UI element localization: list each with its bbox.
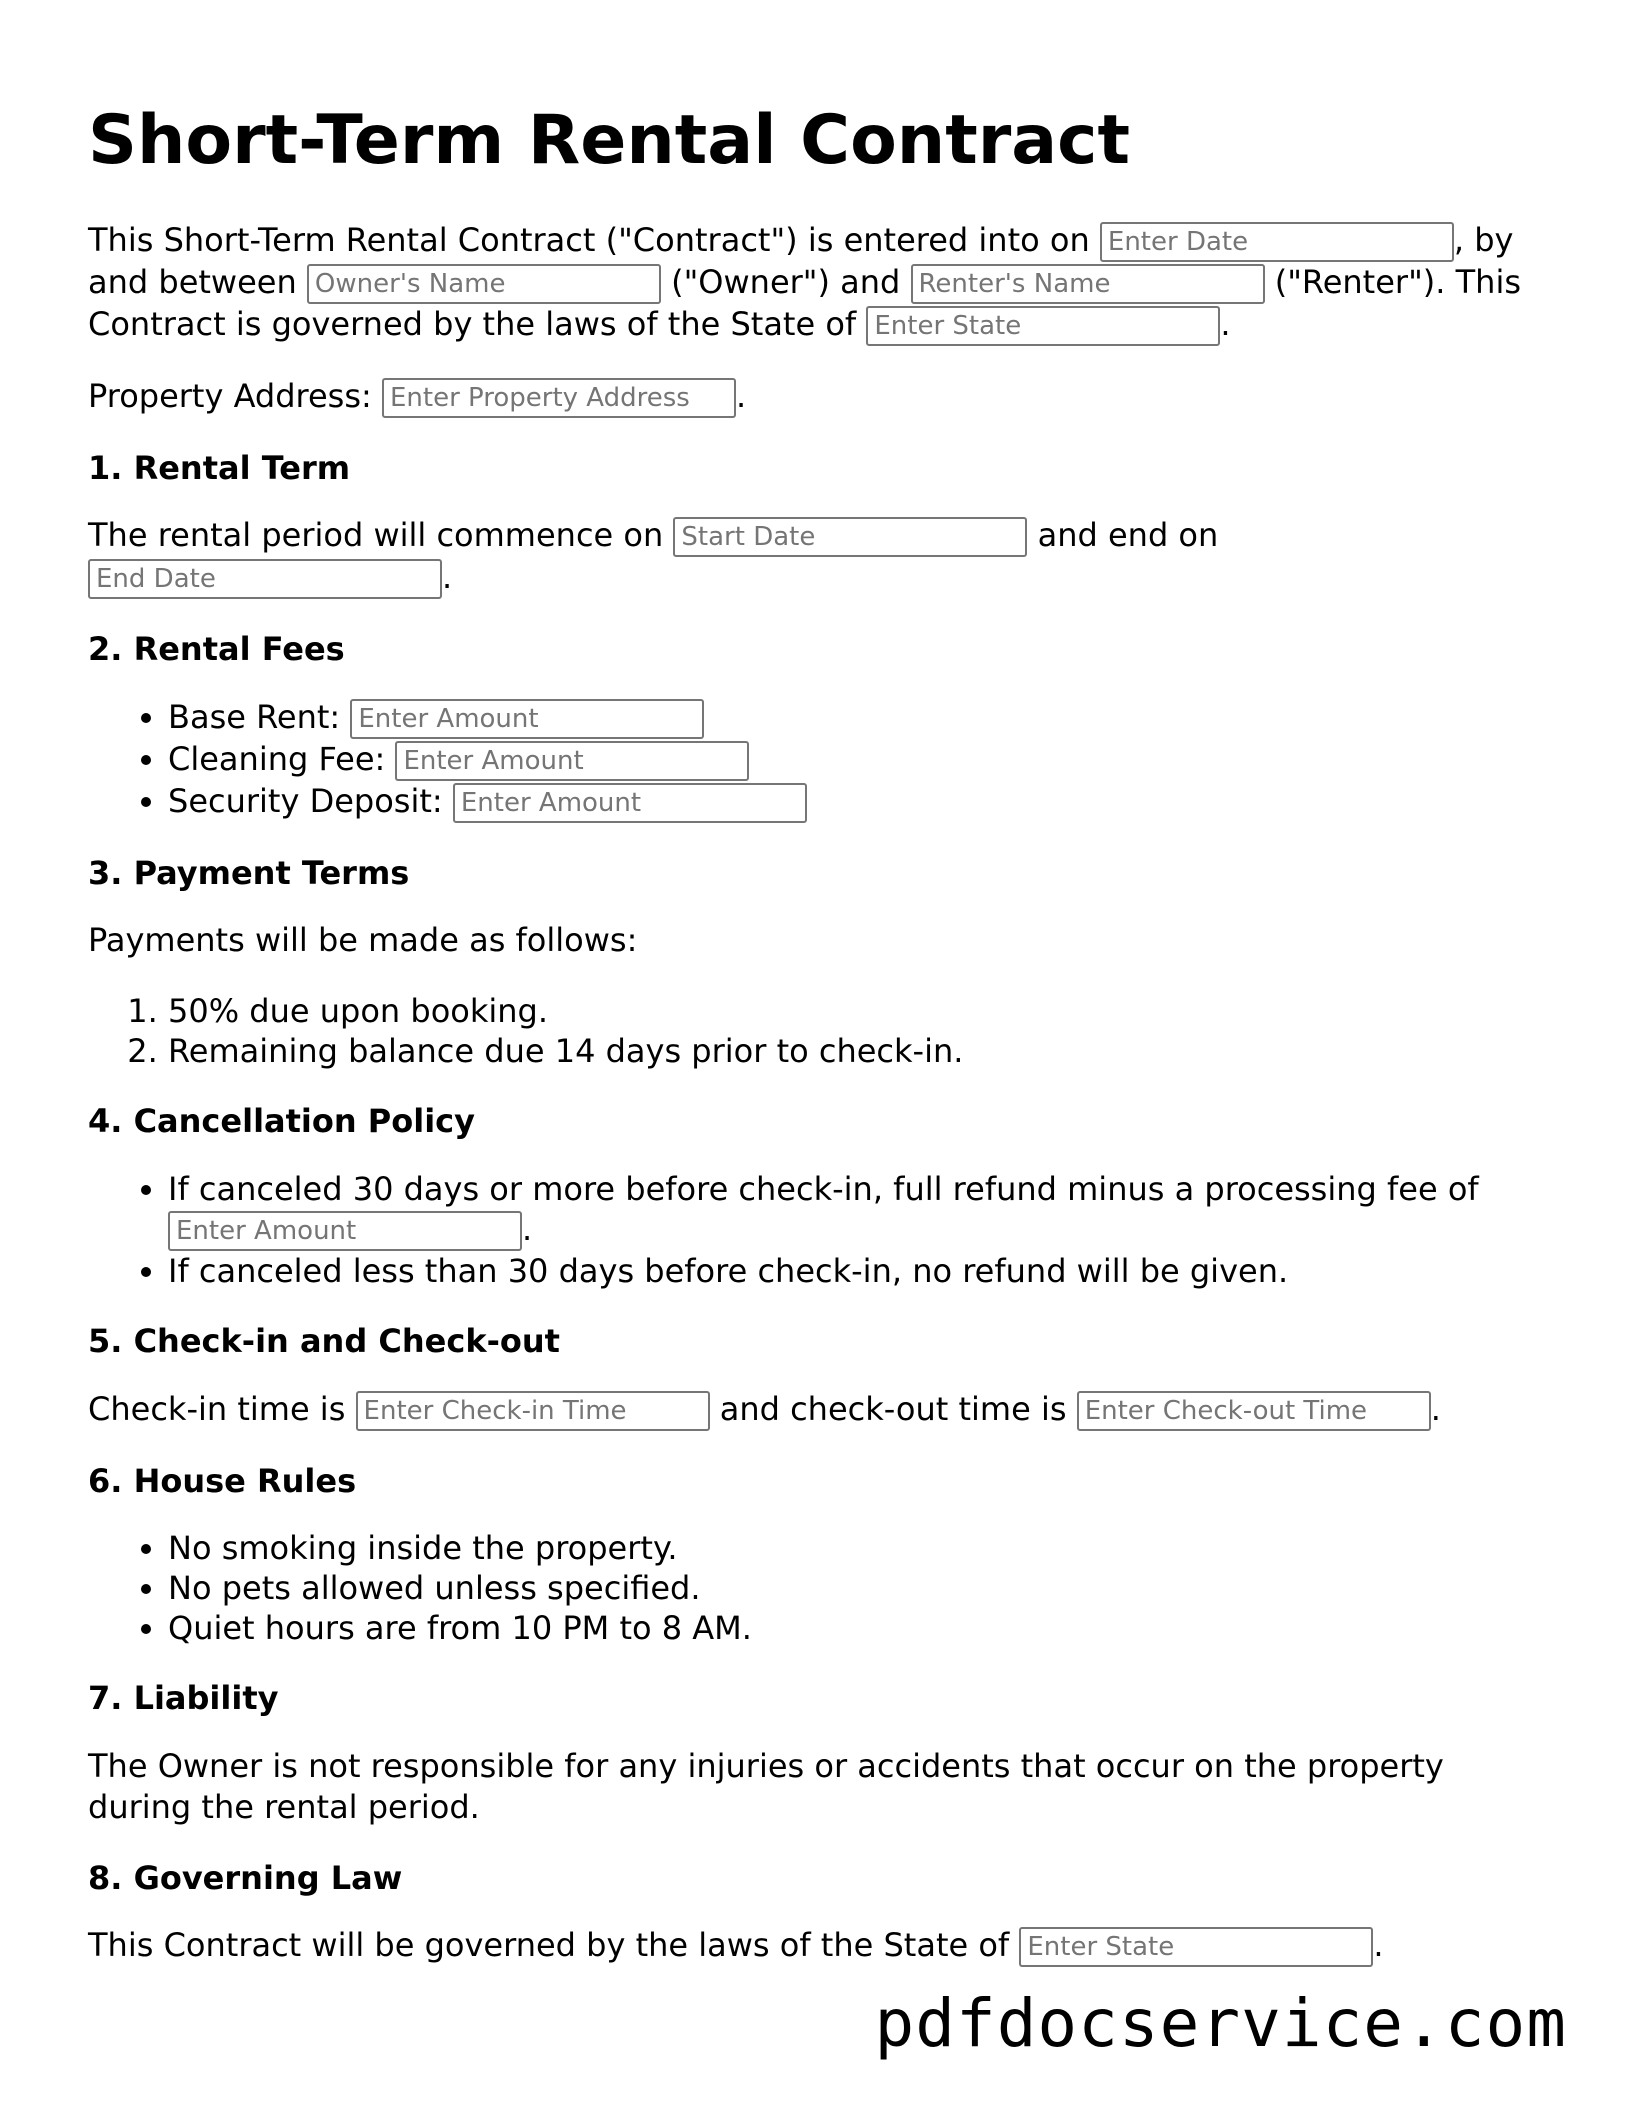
document-title: Short-Term Rental Contract xyxy=(88,101,1130,180)
security-deposit-label: Security Deposit: xyxy=(168,781,443,820)
payment-terms-intro: Payments will be made as follows: xyxy=(88,921,638,960)
property-address-label: Property Address: xyxy=(88,376,372,415)
list-item xyxy=(168,781,1538,823)
list-item: • No pets allowed unless specified. xyxy=(168,1568,1538,1608)
list-item: 1. 50% due upon booking. xyxy=(168,991,1538,1031)
section-heading-payment-terms: 3. Payment Terms xyxy=(88,853,410,892)
intro-text-5: . xyxy=(1220,304,1231,343)
intro-text-3: ("Owner") and xyxy=(671,262,901,301)
owner-name-input[interactable] xyxy=(307,264,661,304)
cleaning-fee-input[interactable] xyxy=(395,741,749,781)
rental-term-text-1: The rental period will commence on xyxy=(88,516,664,555)
property-address-end: . xyxy=(735,376,747,415)
section-heading-cancellation-policy: 4. Cancellation Policy xyxy=(88,1102,475,1141)
list-item: • If canceled less than 30 days before check-in, no refund will be given. xyxy=(168,1251,1538,1291)
rental-term-text-2: and end on xyxy=(1037,516,1219,555)
governing-state-input[interactable] xyxy=(1019,1927,1373,1967)
check-out-text: and check-out time is xyxy=(719,1389,1067,1428)
watermark: pdfdocservice.com xyxy=(874,1985,1567,2062)
governing-law-end: . xyxy=(1373,1926,1384,1965)
renter-name-input[interactable] xyxy=(911,264,1265,304)
section-heading-check-in-out: 5. Check-in and Check-out xyxy=(88,1321,560,1360)
security-deposit-input[interactable] xyxy=(453,783,807,823)
payment-terms-list xyxy=(88,991,1538,1071)
cancellation-text-1-end: . xyxy=(522,1209,533,1248)
rental-term-text-3: . xyxy=(442,558,453,597)
intro-text-4: ("Renter"). This Contract is governed by the laws of the State of xyxy=(88,262,1521,343)
check-in-text: Check-in time is xyxy=(88,1389,346,1428)
cancellation-text-1: If canceled 30 days or more before check-in, full refund minus a processing fee of xyxy=(168,1169,1479,1208)
start-date-input[interactable] xyxy=(673,517,1027,557)
intro-text-2: , by and between xyxy=(88,220,1514,301)
state-input[interactable] xyxy=(866,306,1220,346)
document-page xyxy=(88,100,1538,1997)
section-heading-liability: 7. Liability xyxy=(88,1679,279,1718)
list-item xyxy=(168,697,1538,739)
intro-text-1: This Short-Term Rental Contract ("Contract") is entered into on xyxy=(88,220,1090,259)
cancellation-policy-list xyxy=(88,1169,1538,1291)
governing-law-text: This Contract will be governed by the laws of the State of xyxy=(88,1926,1010,1965)
base-rent-label: Base Rent: xyxy=(168,697,341,736)
intro-paragraph xyxy=(88,220,1538,346)
cleaning-fee-label: Cleaning Fee: xyxy=(168,739,386,778)
check-in-time-input[interactable] xyxy=(356,1391,710,1431)
section-heading-house-rules: 6. House Rules xyxy=(88,1461,357,1500)
liability-paragraph: The Owner is not responsible for any injuries or accidents that occur on the property during the rental period. xyxy=(88,1746,1444,1826)
check-in-out-paragraph xyxy=(88,1389,1538,1431)
section-heading-governing-law: 8. Governing Law xyxy=(88,1858,403,1897)
rental-term-paragraph xyxy=(88,515,1538,599)
section-heading-rental-term: 1. Rental Term xyxy=(88,448,351,487)
section-heading-rental-fees: 2. Rental Fees xyxy=(88,630,345,669)
list-item xyxy=(168,1169,1538,1251)
list-item: • Quiet hours are from 10 PM to 8 AM. xyxy=(168,1608,1538,1648)
list-item xyxy=(168,739,1538,781)
check-out-time-input[interactable] xyxy=(1077,1391,1431,1431)
base-rent-input[interactable] xyxy=(350,699,704,739)
property-address-input[interactable] xyxy=(382,378,736,418)
rental-fees-list xyxy=(88,697,1538,823)
contract-date-input[interactable] xyxy=(1100,222,1454,262)
governing-law-paragraph xyxy=(88,1925,1538,1967)
property-address-line xyxy=(88,376,1538,418)
processing-fee-input[interactable] xyxy=(168,1211,522,1251)
house-rules-list xyxy=(88,1528,1538,1648)
check-in-out-end: . xyxy=(1430,1389,1441,1428)
list-item: • No smoking inside the property. xyxy=(168,1528,1538,1568)
end-date-input[interactable] xyxy=(88,559,442,599)
list-item: 2. Remaining balance due 14 days prior to check-in. xyxy=(168,1031,1538,1071)
